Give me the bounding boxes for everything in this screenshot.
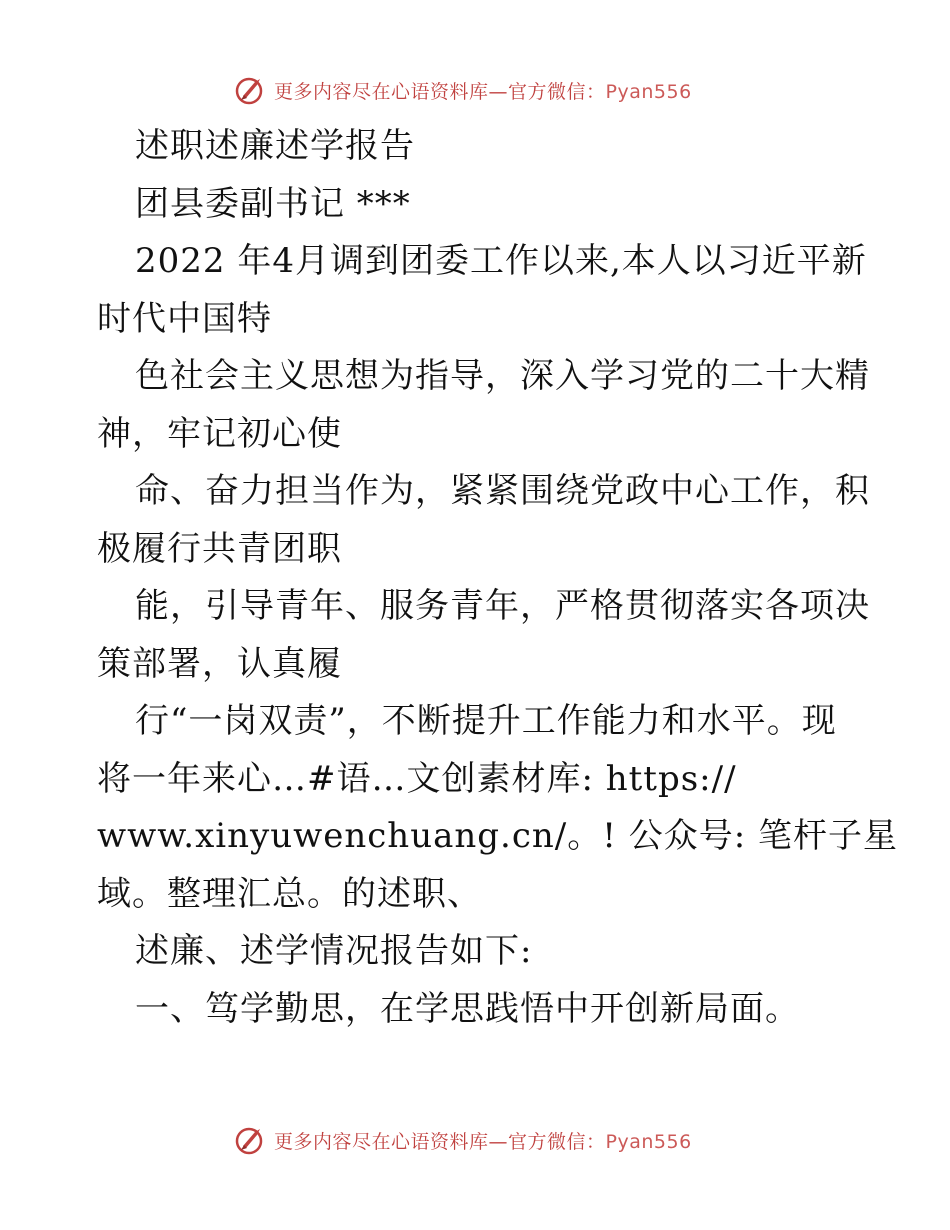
document-title: 述职述廉述学报告 <box>135 126 415 166</box>
footer-watermark-banner <box>234 1120 692 1160</box>
banner-slogan: 更多内容尽在心语资料库—官方微信： <box>274 80 606 103</box>
banner-slogan: 更多内容尽在心语资料库—官方微信： <box>274 1130 606 1153</box>
section-heading: 一、笃学勤思，在学思践悟中开创新局面。 <box>135 988 800 1029</box>
banner-wechat-id: Pyan556 <box>605 80 692 103</box>
author-line: 团县委副书记 *** <box>135 183 411 224</box>
paragraph-line: 行“一岗双责”，不断提升工作能力和水平。现 <box>135 701 837 741</box>
pen-logo-icon <box>234 73 268 107</box>
paragraph-line: 能，引导青年、服务青年，严格贯彻落实各项决 <box>135 586 870 626</box>
paragraph-line: 命、奋力担当作为，紧紧围绕党政中心工作，积 <box>135 471 870 511</box>
paragraph-line: www.xinyuwenchuang.cn/。! 公众号: 笔杆子星 <box>97 816 898 856</box>
paragraph-line: 策部署，认真履 <box>97 643 342 684</box>
banner-wechat-id: Pyan556 <box>605 1130 692 1153</box>
banner-text <box>274 1127 692 1154</box>
pen-logo-icon <box>234 1123 268 1157</box>
paragraph-line: 神，牢记初心使 <box>97 413 342 454</box>
paragraph-line: 将一年来心…#语…文创素材库: https:// <box>97 758 737 799</box>
document-body <box>97 118 898 1038</box>
paragraph-line: 色社会主义思想为指导，深入学习党的二十大精 <box>135 356 870 396</box>
banner-text <box>274 77 692 104</box>
paragraph-line: 述廉、述学情况报告如下: <box>135 931 533 971</box>
paragraph-line: 极履行共青团职 <box>97 528 342 569</box>
paragraph-line: 2022 年4月调到团委工作以来,本人以习近平新 <box>135 241 867 281</box>
paragraph-line: 时代中国特 <box>97 298 272 339</box>
header-watermark-banner <box>234 70 692 110</box>
paragraph-line: 域。整理汇总。的述职、 <box>97 873 482 914</box>
